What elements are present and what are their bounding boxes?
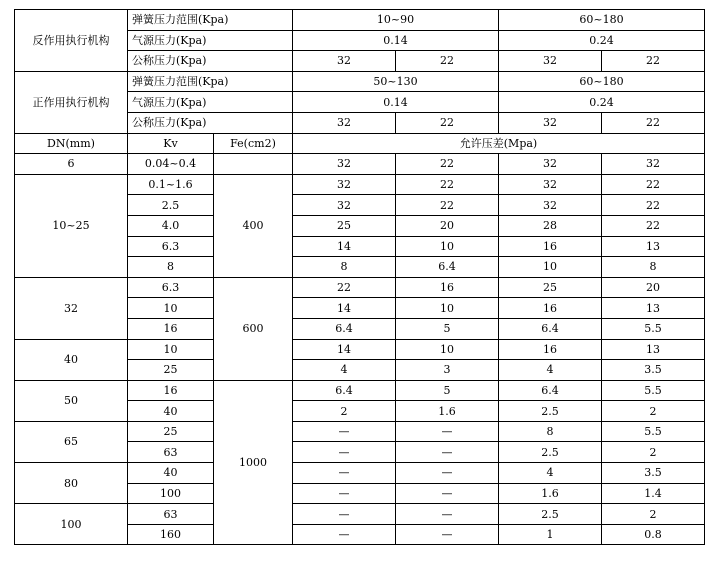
kv-cell: 40 xyxy=(128,401,214,422)
value-cell: 32 xyxy=(499,154,602,175)
dn-cell: 32 xyxy=(15,277,128,339)
value-cell: 8 xyxy=(293,257,396,278)
fe-cell: 600 xyxy=(214,277,293,380)
value-cell: 22 xyxy=(396,174,499,195)
kv-cell: 0.04~0.4 xyxy=(128,154,214,175)
kv-cell: 8 xyxy=(128,257,214,278)
value-cell: 22 xyxy=(396,195,499,216)
kv-cell: 6.3 xyxy=(128,236,214,257)
value-cell: 1.4 xyxy=(602,483,705,504)
direct-air-pressure-2: 0.24 xyxy=(499,92,705,113)
reverse-air-pressure-2: 0.24 xyxy=(499,30,705,51)
direct-air-pressure-1: 0.14 xyxy=(293,92,499,113)
dn-cell: 10~25 xyxy=(15,174,128,277)
reverse-nominal-4: 22 xyxy=(602,51,705,72)
kv-cell: 0.1~1.6 xyxy=(128,174,214,195)
table-row xyxy=(15,463,705,484)
dn-cell: 6 xyxy=(15,154,128,175)
value-cell: 5 xyxy=(396,380,499,401)
kv-cell: 16 xyxy=(128,318,214,339)
header-fe: Fe(cm2) xyxy=(214,133,293,154)
value-cell: 10 xyxy=(499,257,602,278)
value-cell: 2.5 xyxy=(499,401,602,422)
value-cell: 32 xyxy=(499,195,602,216)
table-row xyxy=(15,339,705,360)
kv-cell: 10 xyxy=(128,339,214,360)
dn-cell: 40 xyxy=(15,339,128,380)
header-kv: Kv xyxy=(128,133,214,154)
value-cell: — xyxy=(293,442,396,463)
value-cell: — xyxy=(396,504,499,525)
value-cell: 1.6 xyxy=(396,401,499,422)
reverse-nominal-2: 22 xyxy=(396,51,499,72)
value-cell: 16 xyxy=(499,339,602,360)
reverse-air-pressure-1: 0.14 xyxy=(293,30,499,51)
value-cell: 8 xyxy=(499,421,602,442)
table-row xyxy=(15,277,705,298)
value-cell: 14 xyxy=(293,339,396,360)
value-cell: 16 xyxy=(396,277,499,298)
dn-cell: 50 xyxy=(15,380,128,421)
value-cell: 4 xyxy=(293,360,396,381)
reverse-spring-range-1: 10~90 xyxy=(293,10,499,31)
value-cell: 2 xyxy=(602,442,705,463)
value-cell: 3.5 xyxy=(602,463,705,484)
value-cell: 2.5 xyxy=(499,504,602,525)
column-header-row xyxy=(15,133,705,154)
direct-spring-range-1: 50~130 xyxy=(293,71,499,92)
dn-cell: 100 xyxy=(15,504,128,545)
value-cell: 4 xyxy=(499,463,602,484)
reverse-spring-row xyxy=(15,10,705,31)
value-cell: 22 xyxy=(396,154,499,175)
dn-cell: 65 xyxy=(15,421,128,462)
value-cell: 13 xyxy=(602,236,705,257)
table-row xyxy=(15,380,705,401)
kv-cell: 6.3 xyxy=(128,277,214,298)
kv-cell: 40 xyxy=(128,463,214,484)
value-cell: 6.4 xyxy=(499,380,602,401)
value-cell: — xyxy=(396,524,499,545)
header-allowed-pressure-diff: 允许压差(Mpa) xyxy=(293,133,705,154)
direct-nominal-1: 32 xyxy=(293,112,396,133)
value-cell: 4 xyxy=(499,360,602,381)
direct-spring-range-label: 弹簧压力范围(Kpa) xyxy=(128,71,293,92)
kv-cell: 63 xyxy=(128,442,214,463)
value-cell: 32 xyxy=(293,174,396,195)
kv-cell: 25 xyxy=(128,421,214,442)
value-cell: 22 xyxy=(293,277,396,298)
value-cell: 14 xyxy=(293,236,396,257)
value-cell: 14 xyxy=(293,298,396,319)
value-cell: 13 xyxy=(602,339,705,360)
direct-spring-row xyxy=(15,71,705,92)
value-cell: — xyxy=(293,524,396,545)
value-cell: 22 xyxy=(602,215,705,236)
dn-cell: 80 xyxy=(15,463,128,504)
value-cell: 13 xyxy=(602,298,705,319)
value-cell: 2 xyxy=(602,401,705,422)
value-cell: 2 xyxy=(293,401,396,422)
value-cell: 16 xyxy=(499,236,602,257)
value-cell: 32 xyxy=(293,195,396,216)
fe-cell: 400 xyxy=(214,174,293,277)
value-cell: 1 xyxy=(499,524,602,545)
value-cell: — xyxy=(396,442,499,463)
direct-spring-range-2: 60~180 xyxy=(499,71,705,92)
reverse-spring-range-label: 弹簧压力范围(Kpa) xyxy=(128,10,293,31)
value-cell: 20 xyxy=(396,215,499,236)
header-dn: DN(mm) xyxy=(15,133,128,154)
value-cell: 16 xyxy=(499,298,602,319)
table-row xyxy=(15,504,705,525)
value-cell: 5 xyxy=(396,318,499,339)
value-cell: 32 xyxy=(499,174,602,195)
value-cell: — xyxy=(293,463,396,484)
value-cell: 0.8 xyxy=(602,524,705,545)
direct-nominal-2: 22 xyxy=(396,112,499,133)
value-cell: — xyxy=(396,463,499,484)
direct-nominal-3: 32 xyxy=(499,112,602,133)
value-cell: 22 xyxy=(602,174,705,195)
reverse-actuator-label: 反作用执行机构 xyxy=(15,10,128,72)
reverse-nominal-1: 32 xyxy=(293,51,396,72)
value-cell: 10 xyxy=(396,339,499,360)
kv-cell: 4.0 xyxy=(128,215,214,236)
value-cell: — xyxy=(396,483,499,504)
kv-cell: 160 xyxy=(128,524,214,545)
value-cell: 3 xyxy=(396,360,499,381)
kv-cell: 16 xyxy=(128,380,214,401)
value-cell: 5.5 xyxy=(602,380,705,401)
value-cell: — xyxy=(293,504,396,525)
direct-nominal-pressure-label: 公称压力(Kpa) xyxy=(128,112,293,133)
table-row xyxy=(15,421,705,442)
direct-nominal-4: 22 xyxy=(602,112,705,133)
value-cell: 10 xyxy=(396,298,499,319)
fe-cell-empty xyxy=(214,154,293,175)
value-cell: 6.4 xyxy=(499,318,602,339)
table-row xyxy=(15,154,705,175)
reverse-nominal-pressure-label: 公称压力(Kpa) xyxy=(128,51,293,72)
value-cell: 2.5 xyxy=(499,442,602,463)
kv-cell: 2.5 xyxy=(128,195,214,216)
direct-air-pressure-label: 气源压力(Kpa) xyxy=(128,92,293,113)
value-cell: — xyxy=(293,483,396,504)
value-cell: 28 xyxy=(499,215,602,236)
value-cell: 6.4 xyxy=(293,380,396,401)
reverse-air-pressure-label: 气源压力(Kpa) xyxy=(128,30,293,51)
value-cell: 1.6 xyxy=(499,483,602,504)
kv-cell: 10 xyxy=(128,298,214,319)
kv-cell: 63 xyxy=(128,504,214,525)
value-cell: 32 xyxy=(293,154,396,175)
value-cell: 6.4 xyxy=(396,257,499,278)
kv-cell: 100 xyxy=(128,483,214,504)
reverse-nominal-3: 32 xyxy=(499,51,602,72)
valve-spec-table xyxy=(14,9,705,545)
value-cell: — xyxy=(293,421,396,442)
reverse-spring-range-2: 60~180 xyxy=(499,10,705,31)
value-cell: 5.5 xyxy=(602,318,705,339)
value-cell: 8 xyxy=(602,257,705,278)
value-cell: 6.4 xyxy=(293,318,396,339)
direct-actuator-label: 正作用执行机构 xyxy=(15,71,128,133)
fe-cell: 1000 xyxy=(214,380,293,545)
value-cell: 22 xyxy=(602,195,705,216)
value-cell: 10 xyxy=(396,236,499,257)
kv-cell: 25 xyxy=(128,360,214,381)
value-cell: 32 xyxy=(602,154,705,175)
value-cell: 25 xyxy=(499,277,602,298)
value-cell: 25 xyxy=(293,215,396,236)
value-cell: 20 xyxy=(602,277,705,298)
value-cell: 2 xyxy=(602,504,705,525)
table-row xyxy=(15,174,705,195)
value-cell: 3.5 xyxy=(602,360,705,381)
value-cell: — xyxy=(396,421,499,442)
value-cell: 5.5 xyxy=(602,421,705,442)
